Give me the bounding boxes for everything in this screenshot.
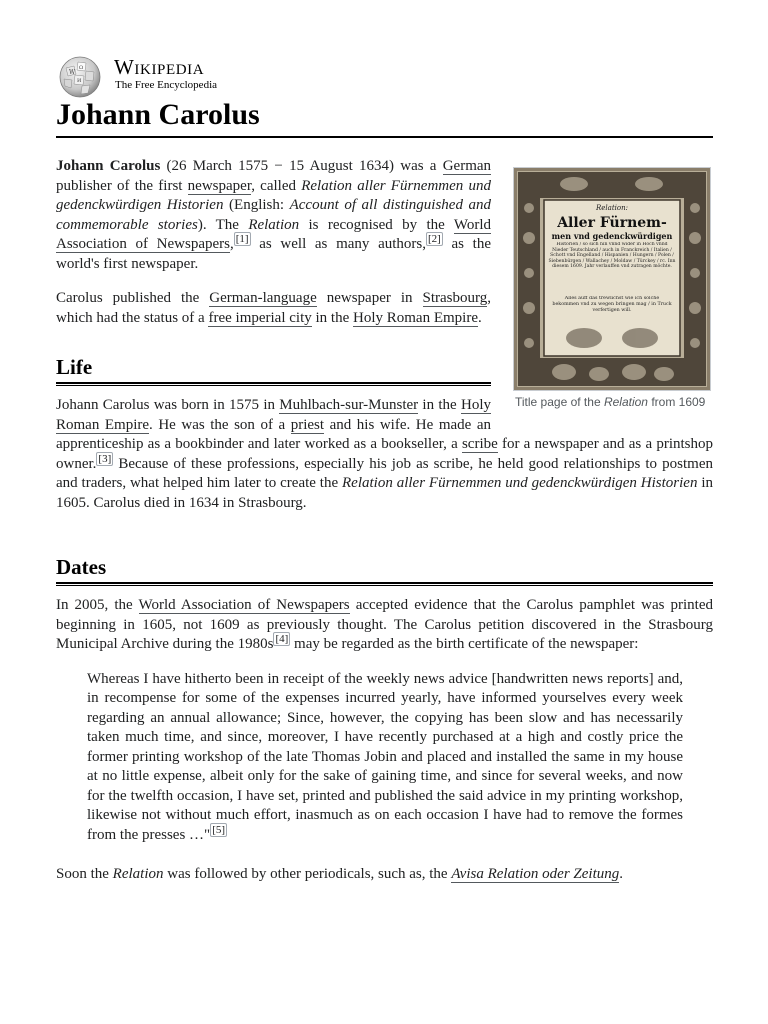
- link-world-association-of-newspapers[interactable]: World Association of Newspapers: [56, 216, 491, 252]
- link-avisa-relation-oder-zeitung[interactable]: Avisa Relation oder Zeitung: [451, 866, 620, 882]
- citation-5: [210, 823, 227, 837]
- wikipedia-wordmark[interactable]: Wikipedia: [114, 55, 205, 79]
- text-run: newspaper in: [316, 290, 423, 306]
- text-run: Carolus published the: [56, 290, 210, 306]
- text-run: . He was the son of a: [149, 416, 291, 433]
- text-run: as well as many authors,: [250, 236, 426, 252]
- text-run: in the: [311, 309, 353, 326]
- citation-link-4[interactable]: [4]: [275, 633, 289, 645]
- title-divider: [56, 136, 713, 138]
- text-run: ). The: [197, 216, 249, 233]
- petition-quote: [87, 670, 683, 846]
- link-world-association-of-newspapers[interactable]: World Association of Newspapers: [138, 597, 350, 613]
- link-priest[interactable]: priest: [290, 416, 325, 433]
- text-run: (English:: [223, 197, 290, 213]
- text-run: was followed by other periodicals, such as, the: [163, 866, 452, 882]
- citation-2: [426, 232, 443, 246]
- italic-relation-title: Relation aller Fürnemmen und gedenckwürdigen Historien: [342, 475, 698, 491]
- text-run: .: [619, 866, 623, 882]
- life-paragraph: [56, 396, 713, 513]
- infobox-thumbnail: [513, 167, 713, 411]
- italic-relation: Relation: [112, 866, 164, 882]
- image-body-text: Historien / so sich hin vnnd wider in Hoch vnnd Nieder Teutschland / auch in Franckreich / Italien / Schott vnd Engelland / Hispanien / Hungern / Polen / Siebenbürgen / Wallachey / Moldaw / Türckey / rc. Inn diesem 1609. Jahr verlauffen vnd zutragen möchte.: [548, 242, 676, 270]
- wikipedia-tagline: The Free Encyclopedia: [115, 79, 218, 91]
- dates-paragraph: [56, 596, 713, 655]
- italic-english-title: Account of all distinguished and commemorable stories: [56, 197, 492, 233]
- quote-body: Whereas I have hitherto been in receipt of the weekly news advice [handwritten news reports] and, in recompense for some of the expenses incurred yearly, have informed yourselves every week regarding an annual allowance; Since, however, the copying has been slow and has necessarily taken much time, and since, moreover, I have recently purchased at a high and costly price the former printing workshop of the late Thomas Jobin and placed and installed the same in my house at no little expense, albeit only for the sake of gaining time, and since for several weeks, and now for the twelfth occasion, I have set, printed and published the said advice in my printing workshop, likewise not without much effort, inasmuch as on each occasion I have had to remove the formes from the presses …": [87, 670, 683, 843]
- text-run: , called: [251, 177, 302, 194]
- citation-3: [96, 452, 113, 466]
- quote-text: [87, 670, 683, 846]
- text-run: in 1605. Carolus died in 1634 in Strasbourg.: [56, 475, 713, 511]
- text-run: accepted evidence that the Carolus pamphlet was printed beginning in 1605, not 1609 as previously thought. The Carolus petition discovered in the Strasbourg Municipal Archive during the 1980s: [56, 597, 714, 652]
- text-run: Johann Carolus was born in 1575 in: [56, 397, 280, 413]
- svg-text:И: И: [77, 78, 82, 84]
- image-line1-text: Aller Fürnem-: [557, 215, 667, 231]
- wikipedia-globe-logo-icon[interactable]: [56, 54, 104, 98]
- link-muhlbach-sur-munster[interactable]: Muhlbach-sur-Munster: [279, 397, 419, 413]
- caption-text: Title page of the: [515, 395, 604, 409]
- citation-1: [234, 232, 251, 246]
- site-header[interactable]: [56, 54, 456, 98]
- relation-title-page-image[interactable]: [513, 167, 711, 391]
- text-run: Because of these professions, especially his job as scribe, he held good relationships to postmen and traders, what helped him later to create the: [56, 455, 713, 491]
- section-heading-dates: Dates: [56, 554, 713, 584]
- text-run: In 2005, the: [56, 597, 139, 613]
- italic-relation-title: Relation aller Fürnemmen und gedenckwürdigen Historien: [56, 177, 491, 213]
- image-heading-text: Relation:: [596, 204, 628, 212]
- link-scribe[interactable]: scribe: [461, 436, 498, 452]
- caption-italic: Relation: [603, 395, 648, 409]
- page-title: Johann Carolus: [56, 98, 260, 131]
- link-holy-roman-empire[interactable]: Holy Roman Empire: [353, 309, 478, 326]
- text-run: , which had the status of a: [56, 290, 491, 326]
- section-heading-life: Life: [56, 354, 491, 384]
- citation-link-5[interactable]: [5]: [212, 823, 226, 836]
- link-strasbourg[interactable]: Strasbourg: [422, 290, 488, 306]
- citation-link-1[interactable]: [1]: [235, 233, 249, 245]
- citation-link-3[interactable]: [3]: [98, 452, 112, 465]
- text-run: and his wife. He made an apprenticeship as a bookbinder and later worked as a bookseller, a: [56, 416, 491, 452]
- link-newspaper[interactable]: newspaper: [187, 177, 252, 194]
- text-run: is recognised by the: [299, 216, 454, 233]
- text-run: publisher of the first: [56, 177, 188, 194]
- infobox-caption: [513, 394, 713, 411]
- text-run: for a newspaper and as a printshop owner.: [56, 436, 713, 472]
- text-run: may be regarded as the birth certificate of the newspaper:: [290, 636, 639, 652]
- link-holy-roman-empire[interactable]: Holy Roman Empire: [56, 397, 491, 433]
- text-run: .: [477, 309, 482, 326]
- article-body: [56, 157, 713, 900]
- link-german-language[interactable]: German-language: [209, 290, 317, 306]
- svg-text:W: W: [69, 69, 76, 76]
- text-run: ,: [229, 236, 234, 252]
- image-footer-text: Alles auff das trewlichst wie ich solche bekommen vnd zu wegen bringen mag / in Truck verfertigen will.: [552, 296, 672, 313]
- final-paragraph: [56, 865, 713, 885]
- link-free-imperial-city[interactable]: free imperial city: [208, 309, 312, 326]
- text-run: as the world's first newspaper.: [56, 236, 491, 272]
- citation-link-2[interactable]: [2]: [427, 233, 441, 245]
- italic-relation: Relation: [248, 216, 300, 233]
- caption-text-end: from 1609: [647, 395, 706, 409]
- text-run: (26 March 1575 − 15 August 1634) was a: [160, 158, 443, 174]
- image-line2-text: men vnd gedenckwürdigen: [551, 231, 673, 241]
- subject-name: Johann Carolus: [56, 158, 161, 174]
- text-run: in the: [418, 397, 461, 413]
- svg-text:Ω: Ω: [79, 65, 84, 71]
- citation-4: [273, 632, 290, 646]
- link-german[interactable]: German: [442, 158, 492, 174]
- text-run: Soon the: [56, 866, 113, 882]
